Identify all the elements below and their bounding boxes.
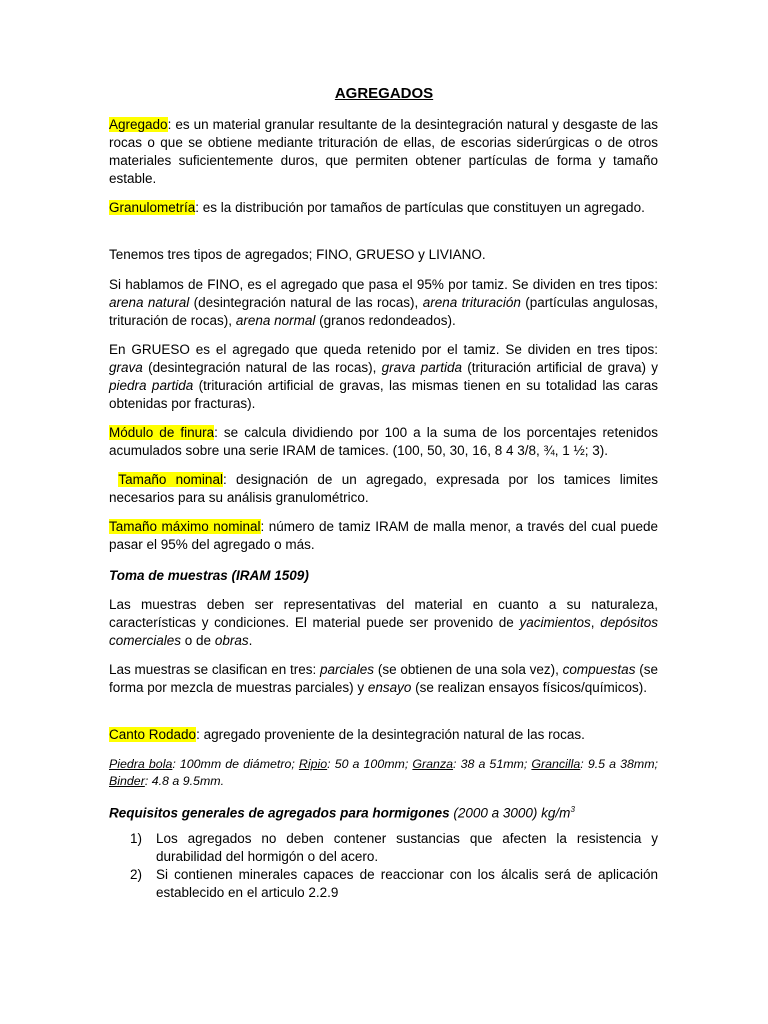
text-run: (se forma por mezcla de muestras parciales) y: [109, 662, 658, 695]
list-number: 2): [130, 867, 143, 882]
text-run: Las muestras se clasifican en tres:: [109, 662, 321, 677]
definition-text: : número de tamiz IRAM de malla menor, a través del cual puede pasar el 95% del agregado o más.: [109, 519, 658, 552]
text-run: (granos redondeados).: [315, 313, 456, 328]
highlighted-term: Agregado: [109, 117, 168, 132]
paragraph-tamano-maximo: [109, 518, 658, 554]
definition-text: : designación de un agregado, expresada por los tamices limites necesarios para su análisis granulométrico.: [109, 472, 658, 505]
definition-text: : es un material granular resultante de la desintegración natural y desgaste de las rocas o que se obtiene mediante trituración de ellas, de escorias siderúrgicas o de otros materiales suficientemente duros, que permiten obtener partículas de forma y tamaño estable.: [109, 117, 658, 186]
underlined-term: Piedra bola: [109, 757, 173, 771]
paragraph-modulo-finura: [109, 424, 658, 460]
text-run: : 38 a 51mm;: [453, 757, 532, 771]
paragraph-muestras: [109, 596, 658, 650]
page-title: AGREGADOS: [334, 85, 434, 102]
heading-unit-text: (2000 a 3000) kg/m: [449, 805, 571, 821]
text-run: (trituración artificial de gravas, las mismas tienen en su totalidad las caras obtenidas por fracturas).: [109, 378, 658, 411]
list-number: 1): [130, 831, 143, 846]
paragraph-fino: [109, 276, 658, 330]
italic-term: obras: [214, 633, 249, 648]
highlighted-term: Canto Rodado: [109, 727, 197, 742]
italic-term: arena normal: [235, 313, 316, 328]
text-run: o de: [181, 633, 215, 648]
highlighted-term: Granulometría: [109, 200, 196, 215]
text-run: ,: [590, 615, 601, 630]
heading-bold-text: Requisitos generales de agregados para hormigones: [109, 805, 450, 821]
text-run: : 50 a 100mm;: [327, 757, 413, 771]
underlined-term: Granza: [412, 757, 454, 771]
underlined-term: Binder: [109, 774, 145, 788]
italic-term: parciales: [320, 662, 375, 677]
paragraph-tamano-nominal: [109, 471, 658, 507]
underlined-term: Grancilla: [531, 757, 581, 771]
paragraph-canto-rodado: [109, 726, 658, 744]
list-item: [130, 866, 658, 902]
list-item-text: Si contienen minerales capaces de reaccionar con los álcalis será de aplicación establecido en el articulo 2.2.9: [156, 867, 658, 900]
italic-term: depósitos comerciales: [109, 615, 658, 648]
italic-term: arena natural: [109, 295, 190, 310]
text-run: En GRUESO es el agregado que queda retenido por el tamiz. Se dividen en tres tipos:: [109, 342, 658, 357]
text-run: : 9.5 a 38mm;: [580, 757, 658, 771]
paragraph-tamanos-canto: [109, 756, 658, 790]
text-run: : 100mm de diámetro;: [172, 757, 299, 771]
text-run: (desintegración natural de las rocas),: [189, 295, 423, 310]
requirements-list: [130, 830, 658, 902]
italic-term: grava: [109, 360, 143, 375]
highlighted-term: Módulo de finura: [109, 425, 215, 440]
definition-text: : es la distribución por tamaños de partículas que constituyen un agregado.: [195, 200, 645, 215]
text-run: (se realizan ensayos físicos/químicos).: [411, 680, 647, 695]
text-run: : 4.8 a 9.5mm.: [144, 774, 225, 788]
section-heading-requisitos: [109, 801, 658, 823]
underlined-term: Ripio: [298, 757, 328, 771]
paragraph-clasifican: [109, 661, 658, 697]
italic-term: compuestas: [562, 662, 636, 677]
text-run: (desintegración natural de las rocas),: [142, 360, 382, 375]
paragraph-granulometria: [109, 199, 658, 217]
italic-term: piedra partida: [109, 378, 194, 393]
list-item-text: Los agregados no deben contener sustancias que afecten la resistencia y durabilidad del hormigón o del acero.: [156, 831, 658, 864]
paragraph-tipos: Tenemos tres tipos de agregados; FINO, GRUESO y LIVIANO.: [109, 247, 486, 262]
italic-term: ensayo: [367, 680, 412, 695]
text-run: (trituración artificial de grava) y: [461, 360, 658, 375]
definition-text: : agregado proveniente de la desintegración natural de las rocas.: [196, 727, 585, 742]
section-heading-toma-muestras: Toma de muestras (IRAM 1509): [109, 568, 309, 583]
superscript: 3: [570, 805, 575, 814]
text-run: Las muestras deben ser representativas del material en cuanto a su naturaleza, características y condiciones. El material puede ser provenido de: [109, 597, 658, 630]
text-run: Si hablamos de FINO, es el agregado que pasa el 95% por tamiz. Se dividen en tres tipos:: [109, 277, 658, 292]
highlighted-term: Tamaño nominal: [118, 472, 223, 487]
highlighted-term: Tamaño máximo nominal: [109, 519, 261, 534]
text-run: (se obtienen de una sola vez),: [374, 662, 563, 677]
list-item: [130, 830, 658, 866]
text-run: (partículas angulosas, trituración de rocas),: [109, 295, 658, 328]
paragraph-agregado: [109, 116, 658, 188]
definition-text: : se calcula dividiendo por 100 a la suma de los porcentajes retenidos acumulados sobre una serie IRAM de tamices. (100, 50, 30, 16, 8 4 3/8, ¾, 1 ½; 3).: [109, 425, 658, 458]
paragraph-grueso: [109, 341, 658, 413]
text-run: .: [248, 633, 253, 648]
italic-term: yacimientos: [519, 615, 591, 630]
italic-term: arena trituración: [422, 295, 521, 310]
italic-term: grava partida: [381, 360, 462, 375]
